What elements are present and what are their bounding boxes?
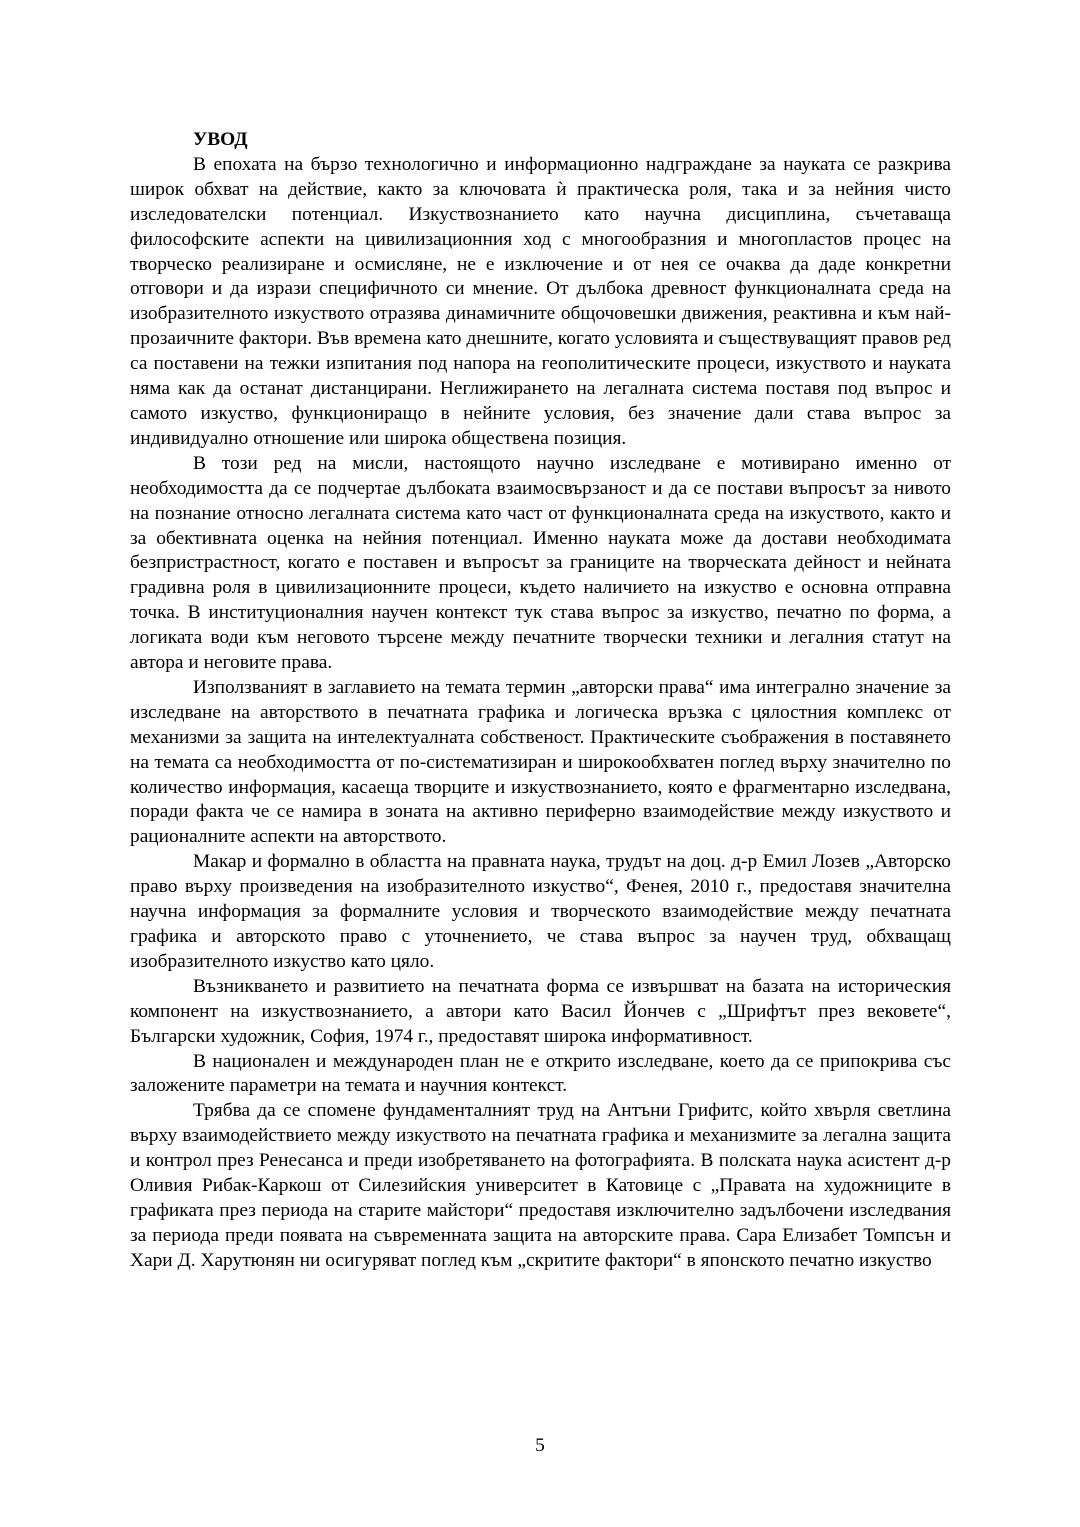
body-paragraph: В национален и международен план не е открито изследване, което да се припокрива със заложените параметри на темата и научния контекст. (130, 1050, 951, 1097)
body-paragraph: Макар и формално в областта на правната наука, трудът на доц. д-р Емил Лозев „Авторско право върху произведения на изобразителното изкуство“, Фенея, 2010 г., предоставя значителна научна информация за формалните условия и творческото взаимодействие между печатната графика и авторското право с уточнението, че става въпрос за научен труд, обхващащ изобразителното изкуство като цяло. (130, 851, 951, 972)
document-page (130, 128, 951, 1274)
page-number: 5 (535, 1435, 545, 1456)
section-heading: УВОД (193, 129, 248, 150)
body-paragraph: В този ред на мисли, настоящото научно изследване е мотивирано именно от необходимостта да се подчертае дълбоката взаимосвързаност и да се постави въпросът за нивото на познание относно легалната система като част от функционалната среда на изкуството, както и за обективната оценка на нейния потенциал. Именно науката може да достави необходимата безпристрастност, когато е поставен и въпросът за границите на творческата дейност и нейната градивна роля в цивилизационните процеси, където наличието на изкуство е основна отправна точка. В институционалния научен контекст тук става въпрос за изкуство, печатно по форма, а логиката води към неговото търсене между печатните творчески техники и легалния статут на автора и неговите права. (130, 452, 951, 674)
body-paragraph: Използваният в заглавието на темата термин „авторски права“ има интегрално значение за изследване на авторството в печатната графика и логическа връзка с цялостния комплекс от механизми за защита на интелектуалната собственост. Практическите съображения в поставянето на темата са необходимостта от по-систематизиран и широкообхватен поглед върху значително по количество информация, касаеща творците и изкуствознанието, която е фрагментарно изследвана, поради факта че се намира в зоната на активно периферно взаимодействие между изкуството и рационалните аспекти на авторството. (130, 676, 951, 848)
body-paragraph: В епохата на бързо технологично и информационно надграждане за науката се разкрива широк обхват на действие, както за ключовата ѝ практическа роля, така и за нейния чисто изследователски потенциал. Изкуствознанието като научна дисциплина, съчетаваща философските аспекти на цивилизационния ход с многообразния и многопластов процес на творческо реализиране и осмисляне, не е изключение и от нея се очаква да даде конкретни отговори и да изрази специфичното си мнение. От дълбока древност функционалната среда на изобразителното изкуството отразява динамичните общочовешки движения, реактивна и към най-прозаичните фактори. Във времена като днешните, когато условията и съществуващият правов ред са поставени на тежки изпитания под напора на геополитическите процеси, изкуството и науката няма как да останат дистанцирани. Неглижирането на легалната система поставя под въпрос и самото изкуство, функциониращо в нейните условия, без значение дали става въпрос за индивидуално отношение или широка обществена позиция. (130, 153, 951, 449)
body-paragraph: Трябва да се спомене фундаменталният труд на Антъни Грифитс, който хвърля светлина върху взаимодействието между изкуството на печатната графика и механизмите за легална защита и контрол през Ренесанса и преди изобретяването на фотографията. В полската наука асистент д-р Оливия Рибак-Каркош от Силезийския университет в Катовице с „Правата на художниците в графиката през периода на старите майстори“ предоставя изключително задълбочени изследвания за периода преди появата на съвременната защита на авторските права. Сара Елизабет Томпсън и Хари Д. Харутюнян ни осигуряват поглед към „скритите фактори“ в японското печатно изкуство (130, 1100, 951, 1271)
body-paragraph: Възникването и развитието на печатната форма се извършват на базата на историческия компонент на изкуствознанието, а автори като Васил Йончев с „Шрифтът през вековете“, Български художник, София, 1974 г., предоставят широка информативност. (130, 975, 951, 1047)
